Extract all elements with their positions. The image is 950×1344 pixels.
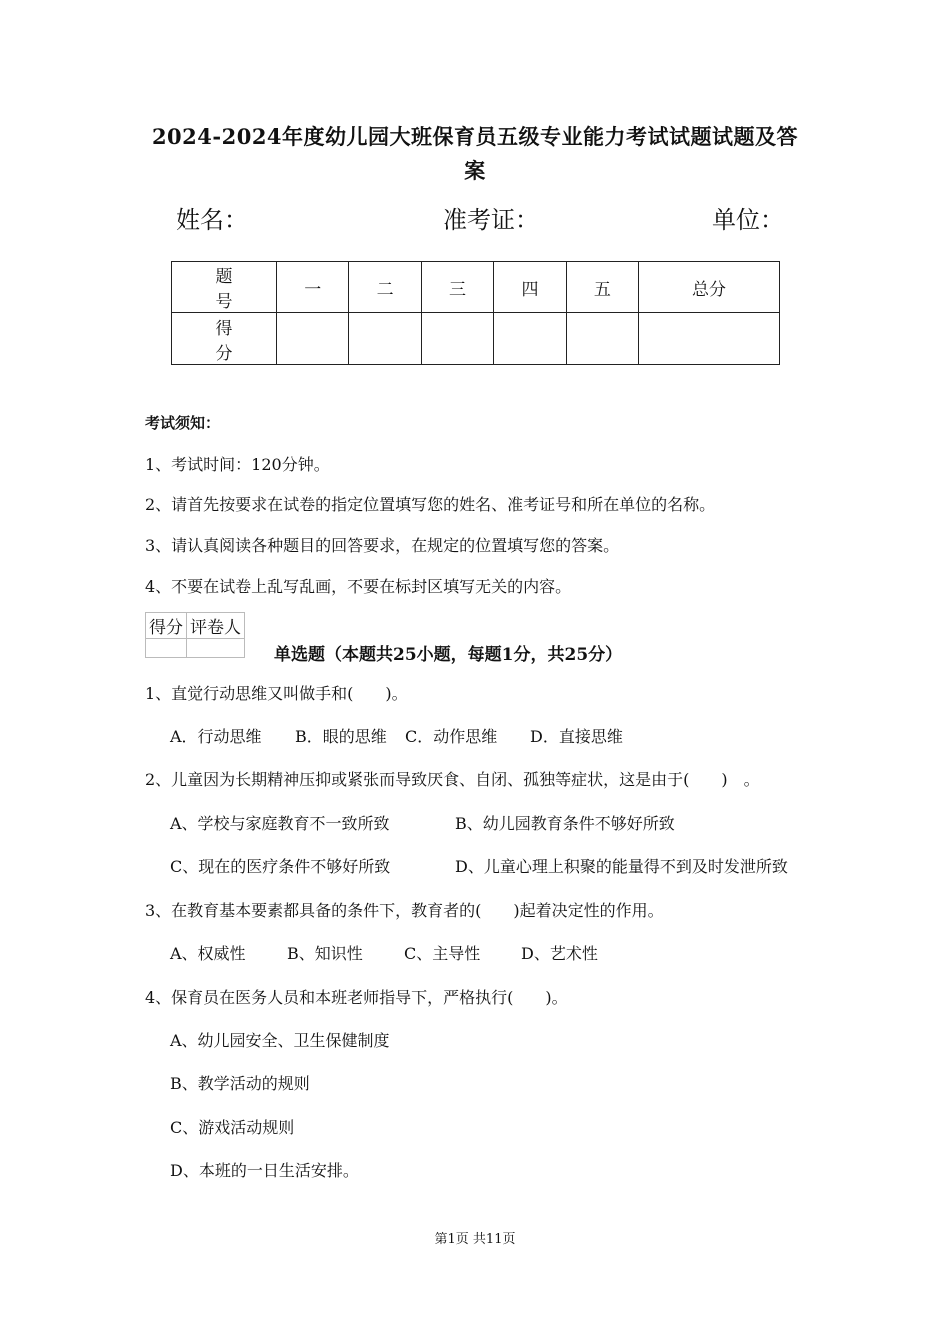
- question-option: D、儿童心理上积聚的能量得不到及时发泄所致: [455, 857, 788, 876]
- question-stem: 1、直觉行动思维又叫做手和( )。: [145, 684, 408, 703]
- question-number-label: 题 号: [172, 262, 277, 313]
- grader-score-label: 得分: [146, 613, 187, 639]
- score-cell: [566, 313, 638, 365]
- document-title-continued: 案: [464, 158, 486, 183]
- question-option: A、权威性: [170, 944, 246, 963]
- notice-heading: 考试须知：: [145, 414, 221, 432]
- section-4-header: 四: [494, 262, 566, 313]
- exam-number-label: 准考证：: [443, 206, 539, 234]
- notice-item: 1、考试时间：120分钟。: [145, 455, 330, 474]
- section-3-header: 三: [421, 262, 493, 313]
- score-table: [171, 261, 780, 365]
- question-option: A、幼儿园安全、卫生保健制度: [170, 1031, 390, 1050]
- candidate-fields: [0, 200, 950, 240]
- score-label: 得 分: [172, 313, 277, 365]
- question-option: B、教学活动的规则: [170, 1074, 310, 1093]
- question-option: D、本班的一日生活安排。: [170, 1161, 359, 1180]
- question-option: C、游戏活动规则: [170, 1118, 295, 1137]
- document-title: 2024-2024年度幼儿园大班保育员五级专业能力考试试题试题及答: [151, 124, 799, 149]
- score-cell: [349, 313, 421, 365]
- section-2-header: 二: [349, 262, 421, 313]
- question-option: A．行动思维: [170, 727, 262, 746]
- score-table-score-row: [172, 313, 780, 365]
- unit-label: 单位：: [712, 206, 784, 234]
- question-stem: 4、保育员在医务人员和本班老师指导下，严格执行( )。: [145, 988, 568, 1007]
- section-heading: 单选题（本题共25小题，每题1分，共25分）: [274, 645, 623, 665]
- question-option: A、学校与家庭教育不一致所致: [170, 814, 390, 833]
- question-option: C．动作思维: [405, 727, 498, 746]
- notice-item: 2、请首先按要求在试卷的指定位置填写您的姓名、准考证号和所在单位的名称。: [145, 495, 716, 514]
- question-option: B．眼的思维: [295, 727, 387, 746]
- question-option: B、幼儿园教育条件不够好所致: [455, 814, 675, 833]
- score-cell: [277, 313, 349, 365]
- page-number: 第1页 共11页: [434, 1232, 516, 1247]
- grader-reviewer-label: 评卷人: [187, 613, 245, 639]
- question-option: D、艺术性: [521, 944, 598, 963]
- question-stem: 3、在教育基本要素都具备的条件下，教育者的( )起着决定性的作用。: [145, 901, 664, 920]
- total-score-header: 总分: [639, 262, 780, 313]
- grader-score-cell: [146, 639, 187, 658]
- section-5-header: 五: [566, 262, 638, 313]
- score-cell: [494, 313, 566, 365]
- score-table-header-row: [172, 262, 780, 313]
- question-stem: 2、儿童因为长期精神压抑或紧张而导致厌食、自闭、孤独等症状，这是由于( ) 。: [145, 770, 760, 789]
- notice-item: 3、请认真阅读各种题目的回答要求，在规定的位置填写您的答案。: [145, 536, 620, 555]
- question-option: C、现在的医疗条件不够好所致: [170, 857, 391, 876]
- score-cell: [421, 313, 493, 365]
- question-option: C、主导性: [404, 944, 481, 963]
- grader-reviewer-cell: [187, 639, 245, 658]
- section-1-header: 一: [277, 262, 349, 313]
- question-option: B、知识性: [287, 944, 363, 963]
- grader-box: [145, 612, 245, 658]
- notice-item: 4、不要在试卷上乱写乱画，不要在标封区填写无关的内容。: [145, 577, 572, 596]
- question-option: D．直接思维: [530, 727, 623, 746]
- name-label: 姓名：: [176, 206, 248, 234]
- score-cell: [639, 313, 780, 365]
